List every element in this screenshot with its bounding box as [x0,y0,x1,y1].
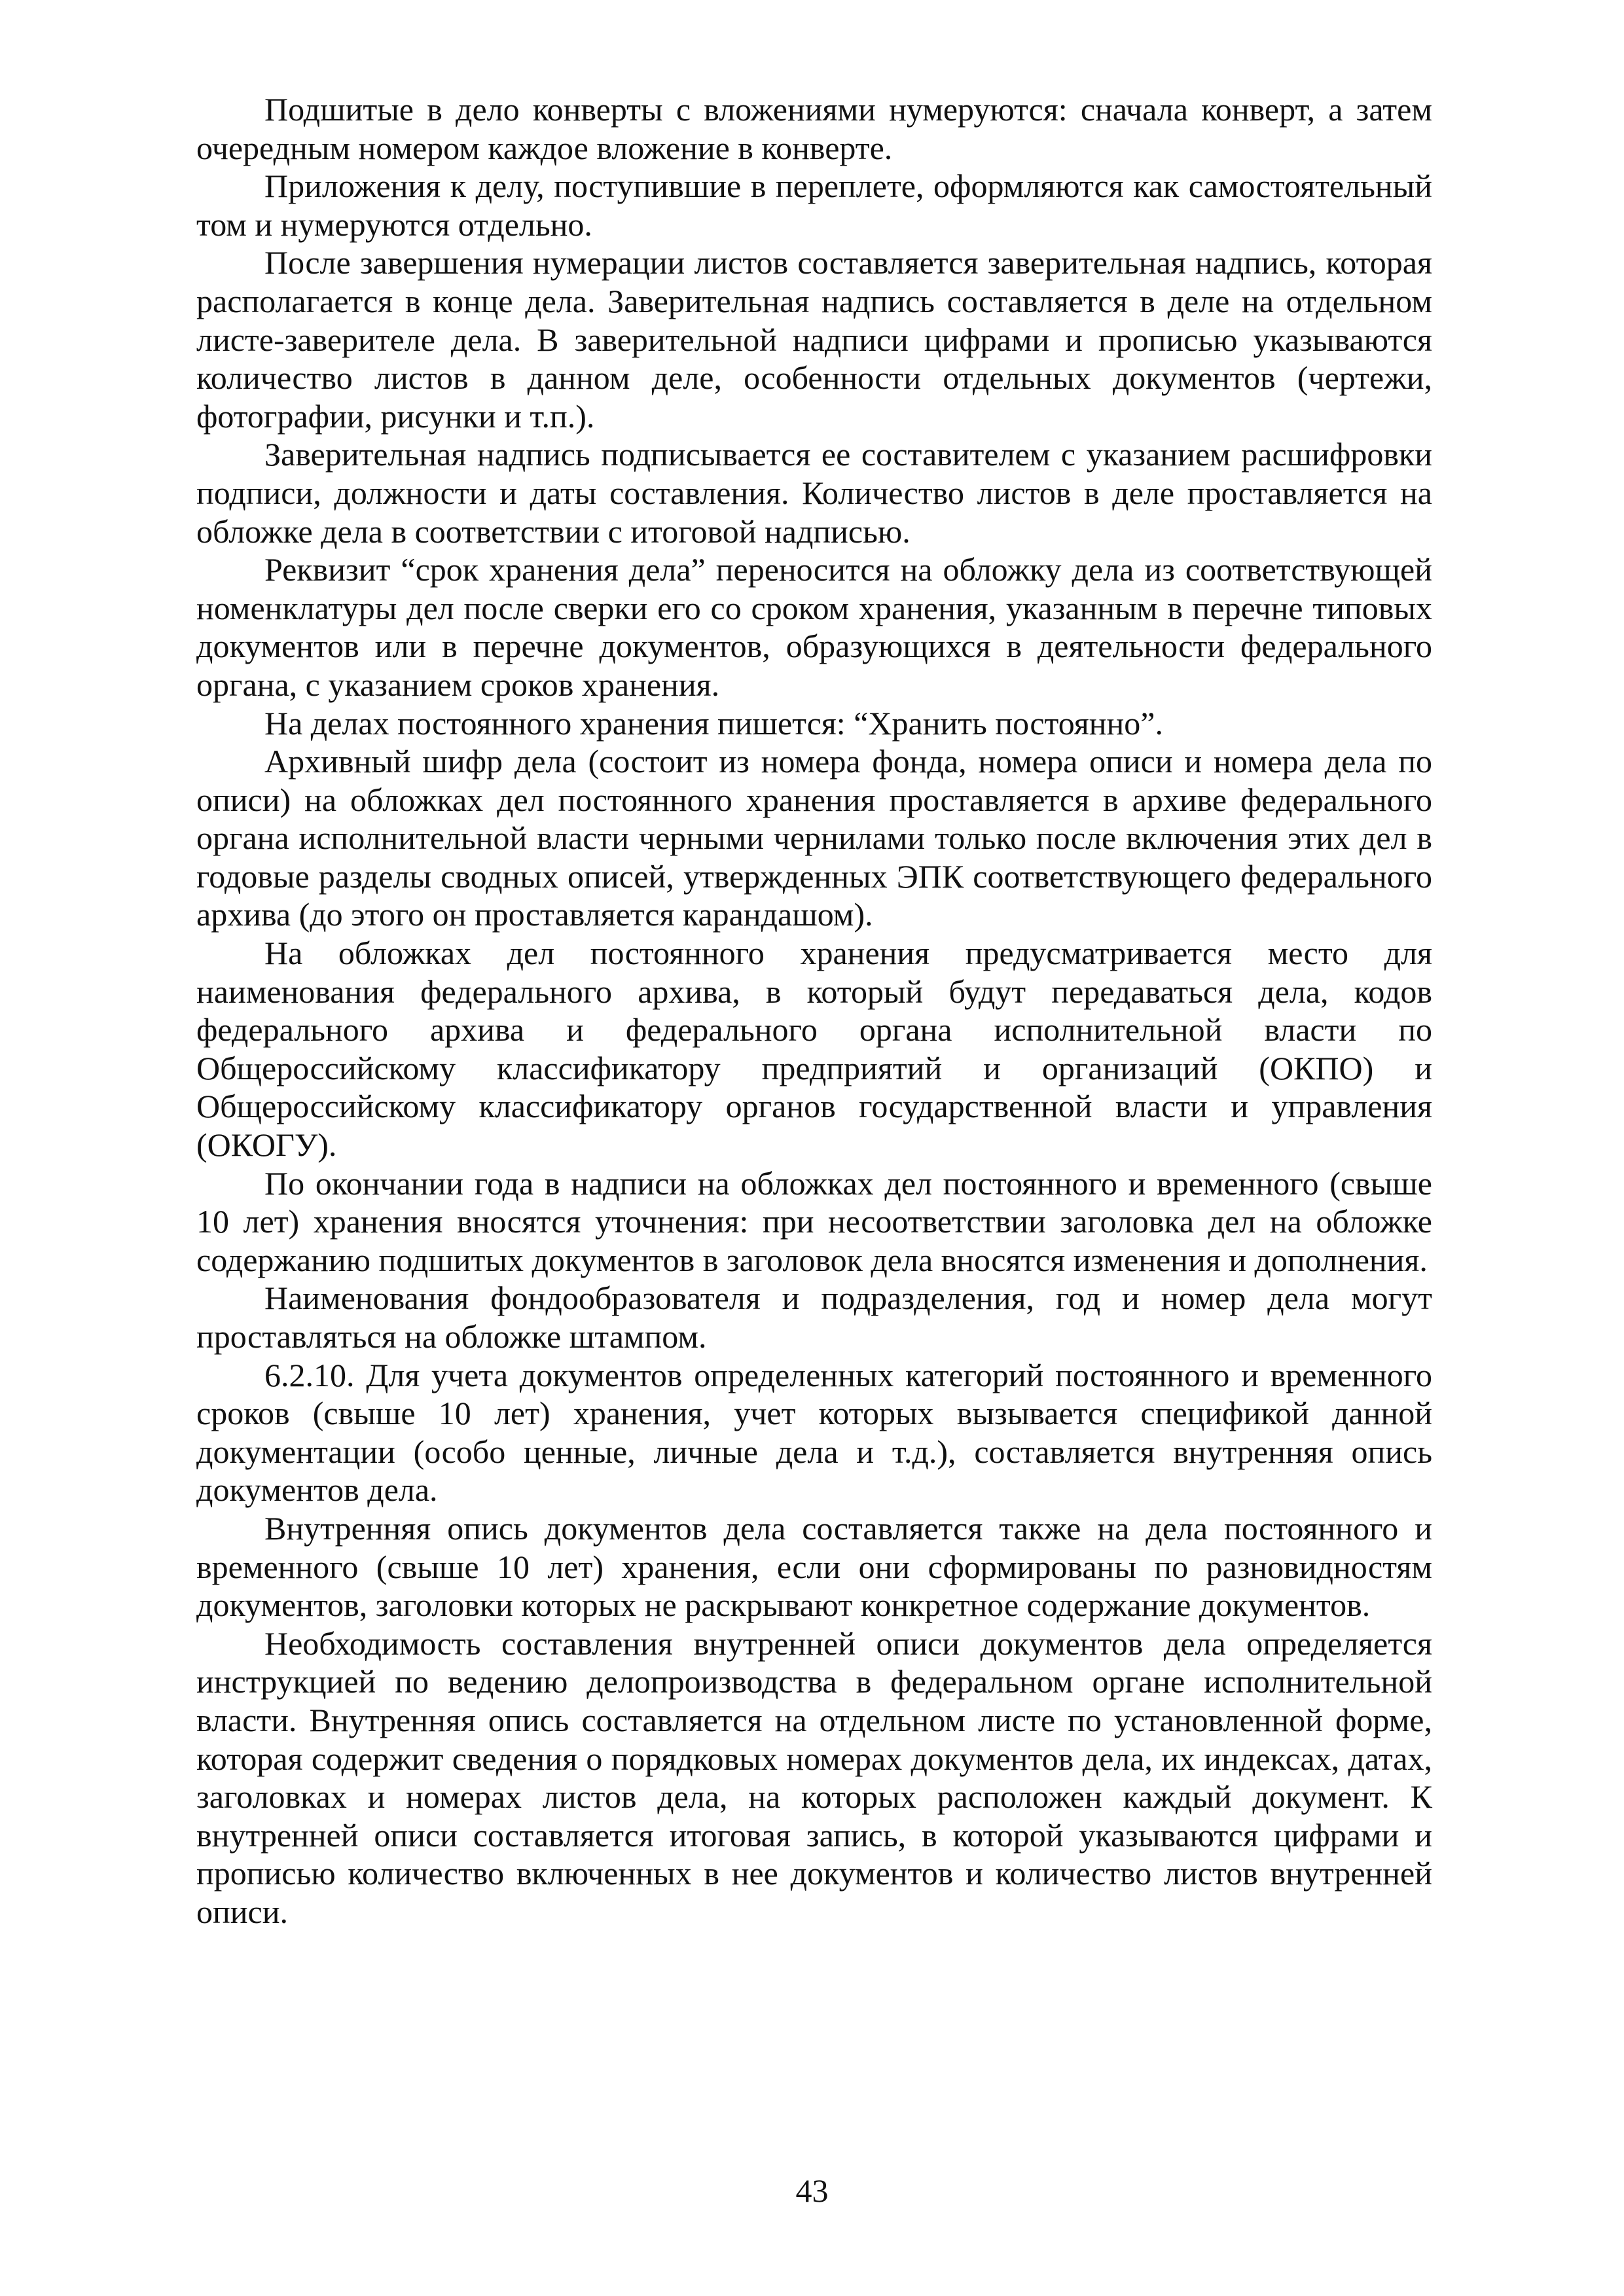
paragraph-section-6-2-10: 6.2.10. Для учета документов определенных категорий постоянного и временного сроков (свыше 10 лет) хранения, учет которых вызывается спецификой данной документации (особо ценные, личные дела и т.д.), составляется внутренняя опись документов дела. [196,1356,1432,1509]
body-text [196,90,1432,1931]
paragraph-stamp: Наименования фондообразователя и подразделения, год и номер дела могут проставляться на обложке штампом. [196,1280,1432,1355]
paragraph-year-end-corrections: По окончании года в надписи на обложках дел постоянного и временного (свыше 10 лет) хранения вносятся уточнения: при несоответствии заголовка дел на обложке содержанию подшитых документов в заголовок дела вносятся изменения и дополнения. [196,1164,1432,1278]
paragraph-internal-inventory: Внутренняя опись документов дела составляется также на дела постоянного и временного (свыше 10 лет) хранения, если они сформированы по разновидностям документов, заголовки которых не раскрывают конкретное содержание документов. [196,1509,1432,1624]
paragraph-attachments: Приложения к делу, поступившие в переплете, оформляются как самостоятельный том и нумеруются отдельно. [196,168,1432,243]
paragraph-cover-fields: На обложках дел постоянного хранения предусматривается место для наименования федерального архива, в который будут передаваться дела, кодов федерального архива и федерального органа исполнительной власти по Общероссийскому классификатору предприятий и организаций (ОКПО) и Общероссийскому классификатору органов государственной власти и управления (ОКОГУ). [196,935,1432,1164]
paragraph-permanent-storage: На делах постоянного хранения пишется: “Хранить постоянно”. [264,704,1163,742]
paragraph-certification-note: После завершения нумерации листов составляется заверительная надпись, которая располагается в конце дела. Заверительная надпись составляется в деле на отдельном листе-заверителе дела. В заверительной надписи цифрами и прописью указываются количество листов в данном деле, особенности отдельных документов (чертежи, фотографии, рисунки и т.п.). [196,244,1432,435]
paragraph-storage-period: Реквизит “срок хранения дела” переносится на обложку дела из соответствующей номенклатуры дел после сверки его со сроком хранения, указанным в перечне типовых документов или в перечне документов, образующихся в деятельности федерального органа, с указанием сроков хранения. [196,551,1432,703]
paragraph-inventory-necessity: Необходимость составления внутренней описи документов дела определяется инструкцией по ведению делопроизводства в федеральном органе исполнительной власти. Внутренняя опись составляется на отдельном листе по установленной форме, которая содержит сведения о порядковых номерах документов дела, их индексах, датах, заголовках и номерах листов дела, на которых расположен каждый документ. К внутренней описи составляется итоговая запись, в которой указываются цифрами и прописью количество включенных в нее документов и количество листов внутренней описи. [196,1624,1432,1930]
paragraph-envelopes: Подшитые в дело конверты с вложениями нумеруются: сначала конверт, а затем очередным номером каждое вложение в конверте. [196,91,1432,166]
page-number: 43 [795,2172,829,2209]
paragraph-archive-code: Архивный шифр дела (состоит из номера фонда, номера описи и номера дела по описи) на обложках дел постоянного хранения проставляется в архиве федерального органа исполнительной власти черными чернилами только после включения этих дел в годовые разделы сводных описей, утвержденных ЭПК соответствующего федерального архива (до этого он проставляется карандашом). [196,743,1432,933]
paragraph-certification-signature: Заверительная надпись подписывается ее составителем с указанием расшифровки подписи, должности и даты составления. Количество листов в деле проставляется на обложке дела в соответствии с итоговой надписью. [196,436,1432,550]
